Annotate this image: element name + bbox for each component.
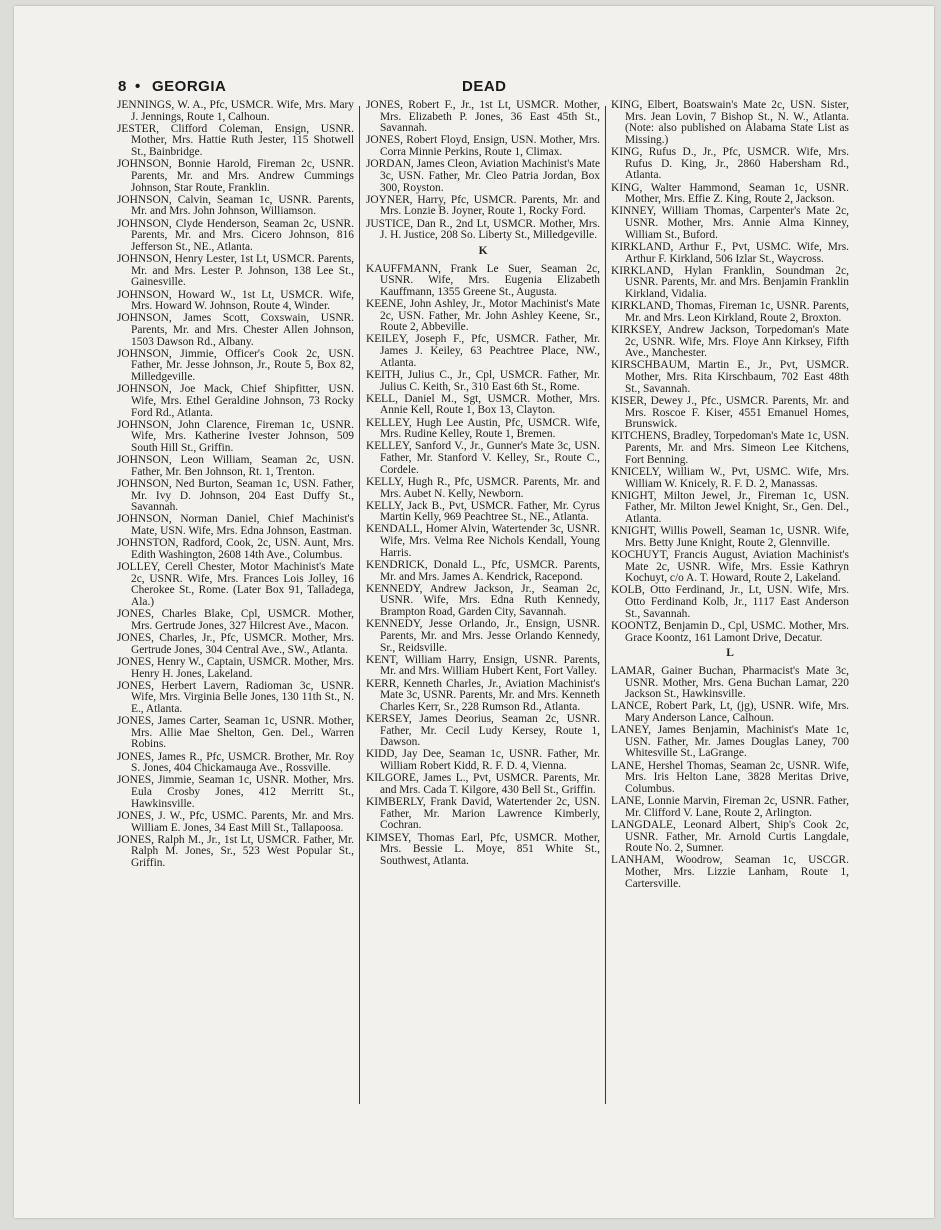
casualty-entry: KOLB, Otto Ferdinand, Jr., Lt, USN. Wife, Mrs. Otto Ferdinand Kolb, Jr., 1117 East Anderson St., Savannah. [611, 584, 849, 620]
casualty-entry: LANE, Lonnie Marvin, Fireman 2c, USNR. Father, Mr. Clifford V. Lane, Route 2, Arlington. [611, 795, 849, 819]
column-divider [605, 106, 606, 1104]
casualty-entry: JONES, Robert Floyd, Ensign, USN. Mother, Mrs. Corra Minnie Perkins, Route 1, Climax. [366, 134, 600, 159]
casualty-entry: JOHNSON, Clyde Henderson, Seaman 2c, USNR. Parents, Mr. and Mrs. Cicero Johnson, 816 Jefferson St., NE., Atlanta. [117, 217, 354, 253]
casualty-entry: JONES, James R., Pfc, USMCR. Brother, Mr. Roy S. Jones, 404 Chickamauga Ave., Rossville. [117, 750, 354, 775]
state-title: GEORGIA [152, 78, 227, 95]
casualty-entry: KELL, Daniel M., Sgt, USMCR. Mother, Mrs. Annie Kell, Route 1, Box 13, Clayton. [366, 392, 600, 417]
casualty-entry: KENNEDY, Jesse Orlando, Jr., Ensign, USNR. Parents, Mr. and Mrs. Jesse Orlando Kennedy, Sr., Reidsville. [366, 618, 600, 654]
casualty-entry: LANCE, Robert Park, Lt, (jg), USNR. Wife, Mrs. Mary Anderson Lance, Calhoun. [611, 700, 849, 724]
casualty-entry: JOHNSON, Leon William, Seaman 2c, USN. Father, Mr. Ben Johnson, Rt. 1, Trenton. [117, 454, 354, 478]
casualty-entry: JONES, Ralph M., Jr., 1st Lt, USMCR. Father, Mr. Ralph M. Jones, Sr., 523 West Popular St., Griffin. [117, 833, 354, 869]
casualty-entry: KISER, Dewey J., Pfc., USMCR. Parents, Mr. and Mrs. Roscoe F. Kiser, 4551 Emanuel Homes, Brunswick. [611, 394, 849, 431]
casualty-entry: KING, Walter Hammond, Seaman 1c, USNR. Mother, Mrs. Effie Z. King, Route 2, Jackson. [611, 181, 849, 206]
casualty-entry: KIDD, Jay Dee, Seaman 1c, USNR. Father, Mr. William Robert Kidd, R. F. D. 4, Vienna. [366, 748, 600, 773]
casualty-entry: JONES, Charles, Jr., Pfc, USMCR. Mother, Mrs. Gertrude Jones, 304 Central Ave., SW., Atlanta. [117, 632, 354, 656]
casualty-entry: KEILEY, Joseph F., Pfc, USMCR. Father, Mr. James J. Keiley, 63 Peachtree Place, NW., Atlanta. [366, 333, 600, 369]
casualty-entry: KIRKLAND, Hylan Franklin, Soundman 2c, USNR. Parents, Mr. and Mrs. Benjamin Franklin Kirkland, Vidalia. [611, 264, 849, 300]
casualty-entry: LANEY, James Benjamin, Machinist's Mate 1c, USN. Father, Mr. James Douglas Laney, 700 Whitesville St., LaGrange. [611, 724, 849, 760]
page-number: 8 [118, 78, 127, 95]
casualty-entry: KAUFFMANN, Frank Le Suer, Seaman 2c, USNR. Wife, Mrs. Eugenia Elizabeth Kauffmann, 1355 Greene St., Augusta. [366, 262, 600, 298]
casualty-entry: KITCHENS, Bradley, Torpedoman's Mate 1c, USN. Parents, Mr. and Mrs. Simeon Lee Kitchens, Fort Benning. [611, 430, 849, 466]
casualty-entry: JORDAN, James Cleon, Aviation Machinist's Mate 3c, USN. Father, Mr. Cleo Patria Jordan, Box 300, Royston. [366, 158, 600, 194]
casualty-entry: KEENE, John Ashley, Jr., Motor Machinist's Mate 2c, USN. Father, Mr. John Ashley Keene, Sr., Route 2, Abbeville. [366, 298, 600, 334]
casualty-entry: LANGDALE, Leonard Albert, Ship's Cook 2c, USNR. Father, Mr. Arnold Curtis Langdale, Route No. 2, Sumner. [611, 818, 849, 855]
casualty-entry: JENNINGS, W. A., Pfc, USMCR. Wife, Mrs. Mary J. Jennings, Route 1, Calhoun. [117, 100, 354, 123]
casualty-entry: JONES, Charles Blake, Cpl, USMCR. Mother, Mrs. Gertrude Jones, 327 Hilcrest Ave., Macon. [117, 608, 354, 632]
casualty-entry: JOHNSON, Ned Burton, Seaman 1c, USN. Father, Mr. Ivy D. Johnson, 204 East Duffy St., Savannah. [117, 478, 354, 514]
casualty-entry: JONES, Henry W., Captain, USMCR. Mother, Mrs. Henry H. Jones, Lakeland. [117, 655, 354, 680]
casualty-entry: JOHNSON, Jimmie, Officer's Cook 2c, USN. Father, Mr. Jesse Johnson, Jr., Route 5, Box 82, Milledgeville. [117, 347, 354, 384]
casualty-entry: KINNEY, William Thomas, Carpenter's Mate 2c, USNR. Mother, Mrs. Annie Alma Kinney, William St., Buford. [611, 205, 849, 241]
casualty-entry: KENDALL, Homer Alvin, Watertender 3c, USNR. Wife, Mrs. Velma Ree Nichols Kendall, Young Harris. [366, 523, 600, 559]
casualty-entry: KIRKSEY, Andrew Jackson, Torpedoman's Mate 2c, USNR. Wife, Mrs. Floye Ann Kirksey, Fifth Ave., Manchester. [611, 323, 849, 360]
column-3 [611, 100, 849, 1114]
casualty-entry: KIRSCHBAUM, Martin E., Jr., Pvt, USMCR. Mother, Mrs. Rita Kirschbaum, 702 East 48th St., Savannah. [611, 359, 849, 395]
page-header [118, 78, 854, 100]
casualty-entry: KENNEDY, Andrew Jackson, Jr., Seaman 2c, USNR. Wife, Mrs. Edna Ruth Kennedy, Brampton Road, Garden City, Savannah. [366, 582, 600, 619]
casualty-entry: KING, Elbert, Boatswain's Mate 2c, USN. Sister, Mrs. Jean Lovin, 7 Bishop St., N. W., Atlanta. (Note: also published on Alabama State List as Missing.) [611, 100, 849, 146]
casualty-entry: JONES, Herbert Lavern, Radioman 3c, USNR. Wife, Mrs. Virginia Belle Jones, 130 11th St., N. E., Atlanta. [117, 679, 354, 715]
casualty-entry: KERR, Kenneth Charles, Jr., Aviation Machinist's Mate 3c, USNR. Parents, Mr. and Mrs. Kenneth Charles Kerr, Sr., 228 Rumson Rd., Atlanta. [366, 677, 600, 713]
casualty-entry: KOONTZ, Benjamin D., Cpl, USMC. Mother, Mrs. Grace Koontz, 161 Lamont Drive, Decatur. [611, 619, 849, 644]
casualty-entry: LANE, Hershel Thomas, Seaman 2c, USNR. Wife, Mrs. Iris Helton Lane, 3828 Meritas Drive, Columbus. [611, 759, 849, 795]
casualty-entry: JOHNSON, Bonnie Harold, Fireman 2c, USNR. Parents, Mr. and Mrs. Andrew Cummings Johnson, Star Route, Franklin. [117, 158, 354, 194]
casualty-entry: KENDRICK, Donald L., Pfc, USMCR. Parents, Mr. and Mrs. James A. Kendrick, Racepond. [366, 558, 600, 583]
casualty-entry: KING, Rufus D., Jr., Pfc, USMCR. Wife, Mrs. Rufus D. King, Jr., 2860 Habersham Rd., Atlanta. [611, 146, 849, 182]
casualty-entry: JOHNSTON, Radford, Cook, 2c, USN. Aunt, Mrs. Edith Washington, 2608 14th Ave., Columbus. [117, 537, 354, 561]
casualty-entry: JONES, Robert F., Jr., 1st Lt, USMCR. Mother, Mrs. Elizabeth P. Jones, 36 East 45th St., Savannah. [366, 100, 600, 135]
column-1 [117, 100, 354, 1114]
casualty-entry: JOYNER, Harry, Pfc, USMCR. Parents, Mr. and Mrs. Lonzie B. Joyner, Route 1, Rocky Ford. [366, 193, 600, 218]
header-bullet: • [135, 78, 141, 95]
casualty-entry: JONES, James Carter, Seaman 1c, USNR. Mother, Mrs. Allie Mae Shelton, Gen. Del., Warren Robins. [117, 715, 354, 751]
casualty-entry: KENT, William Harry, Ensign, USNR. Parents, Mr. and Mrs. William Hubert Kent, Fort Valley. [366, 653, 600, 678]
casualty-entry: LAMAR, Gainer Buchan, Pharmacist's Mate 3c, USNR. Mother, Mrs. Gena Buchan Lamar, 220 Jackson St., Hawkinsville. [611, 664, 849, 701]
casualty-entry: KNIGHT, Milton Jewel, Jr., Fireman 1c, USN. Father, Mr. Milton Jewel Knight, Sr., Gen. Del., Atlanta. [611, 489, 849, 525]
casualty-entry: JONES, J. W., Pfc, USMC. Parents, Mr. and Mrs. William E. Jones, 34 East Mill St., Tallapoosa. [117, 809, 354, 834]
casualty-entry: KIRKLAND, Arthur F., Pvt, USMC. Wife, Mrs. Arthur F. Kirkland, 506 Izlar St., Waycross. [611, 240, 849, 265]
casualty-entry: KELLY, Jack B., Pvt, USMCR. Father, Mr. Cyrus Martin Kelly, 969 Peachtree St., NE., Atlanta. [366, 499, 600, 524]
casualty-entry: JOHNSON, Henry Lester, 1st Lt, USMCR. Parents, Mr. and Mrs. Lester P. Johnson, 138 Lee St., Gainesville. [117, 253, 354, 289]
casualty-entry: KERSEY, James Deorius, Seaman 2c, USNR. Father, Mr. Cecil Ludy Kersey, Route 1, Dawson. [366, 712, 600, 749]
casualty-entry: KIMBERLY, Frank David, Watertender 2c, USN. Father, Mr. Marion Lawrence Kimberly, Cochran. [366, 796, 600, 832]
casualty-entry: KILGORE, James L., Pvt, USMCR. Parents, Mr. and Mrs. Cada T. Kilgore, 430 Bell St., Griffin. [366, 772, 600, 796]
casualty-entry: KIMSEY, Thomas Earl, Pfc, USMCR. Mother, Mrs. Bessie L. Moye, 851 White St., Southwest, Atlanta. [366, 831, 600, 867]
casualty-entry: KOCHUYT, Francis August, Aviation Machinist's Mate 2c, USNR. Wife, Mrs. Essie Kathryn Kochuyt, c/o A. T. Howard, Route 2, Lakeland. [611, 548, 849, 585]
section-title: DEAD [462, 78, 507, 95]
casualty-entry: KNICELY, William W., Pvt, USMC. Wife, Mrs. William W. Knicely, R. F. D. 2, Manassas. [611, 465, 849, 490]
section-letter: K [478, 244, 488, 257]
casualty-entry: JOHNSON, Norman Daniel, Chief Machinist's Mate, USN. Wife, Mrs. Edna Johnson, Eastman. [117, 513, 354, 538]
casualty-entry: JOHNSON, Calvin, Seaman 1c, USNR. Parents, Mr. and Mrs. John Johnson, Williamson. [117, 193, 354, 218]
casualty-entry: JOHNSON, James Scott, Coxswain, USNR. Parents, Mr. and Mrs. Chester Allen Johnson, 1503 Dawson Rd., Albany. [117, 312, 354, 348]
casualty-entry: JUSTICE, Dan R., 2nd Lt, USMCR. Mother, Mrs. J. H. Justice, 208 So. Liberty St., Milledgeville. [366, 217, 600, 242]
column-divider [359, 106, 360, 1104]
casualty-entry: KNIGHT, Willis Powell, Seaman 1c, USNR. Wife, Mrs. Betty June Knight, Route 2, Glennville. [611, 525, 849, 549]
casualty-entry: JOHNSON, Joe Mack, Chief Shipfitter, USN. Wife, Mrs. Ethel Geraldine Johnson, 73 Rocky Ford Rd., Atlanta. [117, 383, 354, 419]
casualty-entry: JOHNSON, Howard W., 1st Lt, USMCR. Wife, Mrs. Howard W. Johnson, Route 4, Winder. [117, 288, 354, 313]
casualty-entry: KIRKLAND, Thomas, Fireman 1c, USNR. Parents, Mr. and Mrs. Leon Kirkland, Route 2, Broxton. [611, 300, 849, 324]
section-letter: L [726, 647, 734, 660]
casualty-entry: KELLEY, Hugh Lee Austin, Pfc, USMCR. Wife, Mrs. Rudine Kelley, Route 1, Bremen. [366, 416, 600, 441]
casualty-entry: JOHNSON, John Clarence, Fireman 1c, USNR. Wife, Mrs. Katherine Ivester Johnson, 509 South Hill St., Griffin. [117, 418, 354, 455]
casualty-entry: KEITH, Julius C., Jr., Cpl, USMCR. Father, Mr. Julius C. Keith, Sr., 310 East 6th St., Rome. [366, 368, 600, 393]
casualty-entry: JONES, Jimmie, Seaman 1c, USNR. Mother, Mrs. Eula Crosby Jones, 412 Merritt St., Hawkinsville. [117, 774, 354, 810]
column-2 [366, 100, 600, 1114]
casualty-entry: KELLY, Hugh R., Pfc, USMCR. Parents, Mr. and Mrs. Aubet N. Kelly, Newborn. [366, 475, 600, 500]
document-page [14, 6, 934, 1218]
casualty-entry: LANHAM, Woodrow, Seaman 1c, USCGR. Mother, Mrs. Lizzie Lanham, Route 1, Cartersville. [611, 854, 849, 890]
casualty-entry: JESTER, Clifford Coleman, Ensign, USNR. Mother, Mrs. Hattie Ruth Jester, 115 Shotwell St., Bainbridge. [117, 122, 354, 159]
casualty-entry: JOLLEY, Cerell Chester, Motor Machinist's Mate 2c, USNR. Wife, Mrs. Frances Lois Jolley, 16 Cherokee St., Rome. (Later Box 91, Talladega, Ala.) [117, 561, 354, 609]
casualty-entry: KELLEY, Sanford V., Jr., Gunner's Mate 3c, USN. Father, Mr. Stanford V. Kelley, Sr., Route C., Cordele. [366, 440, 600, 476]
